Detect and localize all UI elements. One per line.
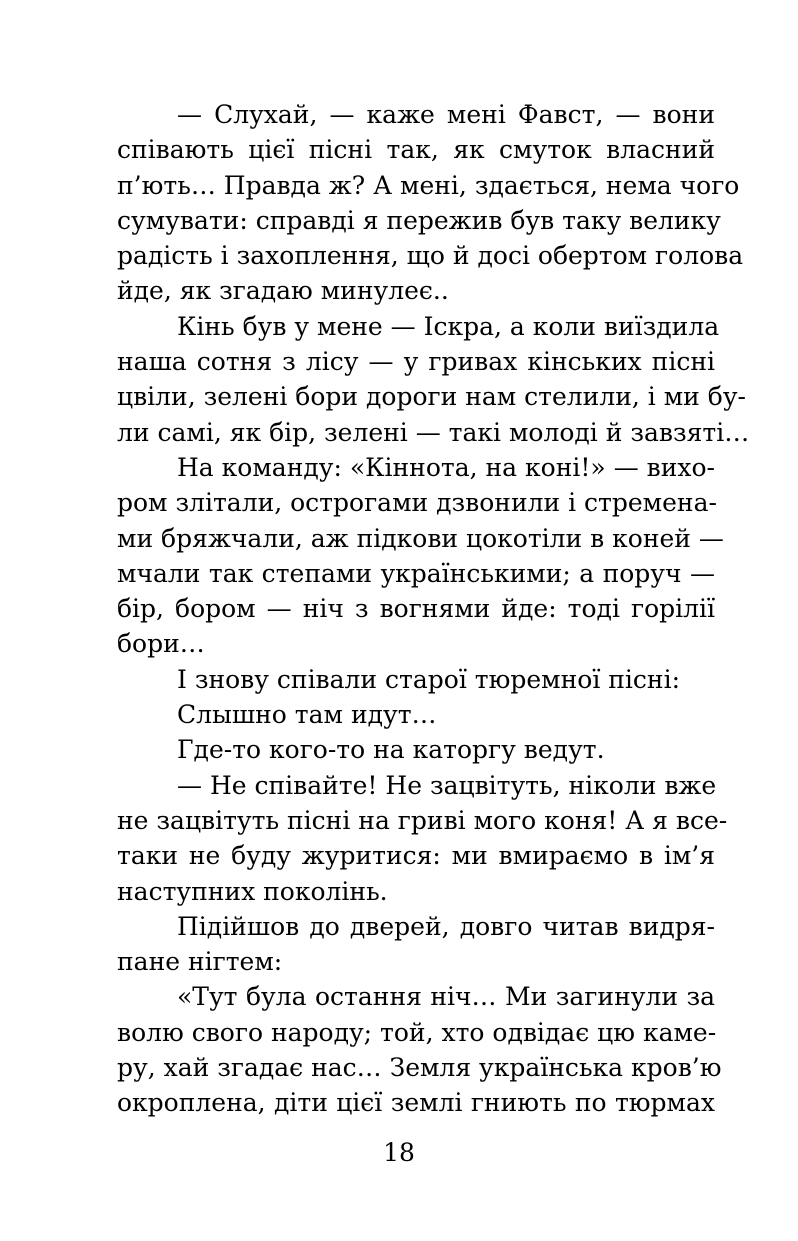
- text-line: йде, як згадаю минулеє..: [117, 276, 449, 306]
- text-line: Кінь був у мене — Іскра, а коли виїздила: [177, 311, 720, 341]
- text-line: окроплена, діти цієї землі гниють по тюрмах: [117, 1088, 715, 1118]
- text-line: — Не співайте! Не зацвітуть, ніколи вже: [177, 770, 717, 800]
- text-line: сумувати: справді я пережив був таку велику: [117, 205, 721, 235]
- text-line: цвіли, зелені бори дороги нам стелили, і ми бу-: [117, 382, 746, 412]
- text-line: ли самі, як бір, зелені — такі молоді й завзяті…: [117, 417, 750, 447]
- text-line: радість і захоплення, що й досі обертом голова: [117, 241, 744, 271]
- text-line: На команду: «Кіннота, на коні!» — вихо-: [177, 452, 715, 482]
- text-line: Слышно там идут…: [177, 700, 437, 730]
- text-line: не зацвітуть пісні на гриві мого коня! А я все-: [117, 805, 728, 835]
- text-line: — Слухай, — каже мені Фавст, — вони: [177, 100, 715, 129]
- text-line: Підійшов до дверей, довго читав видря-: [177, 911, 715, 941]
- text-line: волю свого народу; той, хто одвідає цю каме-: [117, 1017, 717, 1047]
- text-line: «Тут була остання ніч… Ми загинули за: [177, 982, 715, 1012]
- text-line: Где-то кого-то на каторгу ведут.: [177, 735, 605, 765]
- text-line: ми бряжчали, аж підкови цокотіли в коней —: [117, 523, 724, 553]
- text-line: наступних поколінь.: [117, 876, 388, 906]
- text-line: таки не буду журитися: ми вмираємо в ім’я: [117, 841, 715, 871]
- text-line: пане нігтем:: [117, 947, 283, 977]
- text-line: бори…: [117, 629, 205, 659]
- body-text: [117, 97, 750, 1121]
- text-line: І знову співали старої тюремної пісні:: [177, 664, 681, 694]
- text-line: мчали так степами українськими; а поруч —: [117, 558, 715, 588]
- text-line: ру, хай згадає нас… Земля українська кров’ю: [117, 1053, 722, 1083]
- page-number: 18: [383, 1138, 415, 1167]
- text-line: п’ють… Правда ж? А мені, здається, нема чого: [117, 170, 740, 200]
- text-line: бір, бором — ніч з вогнями йде: тоді горілії: [117, 594, 715, 624]
- text-line: наша сотня з лісу — у гривах кінських пісні: [117, 347, 715, 377]
- text-line: співають цієї пісні так, як смуток власний: [117, 135, 715, 165]
- text-line: ром злітали, острогами дзвонили і стремена-: [117, 488, 717, 518]
